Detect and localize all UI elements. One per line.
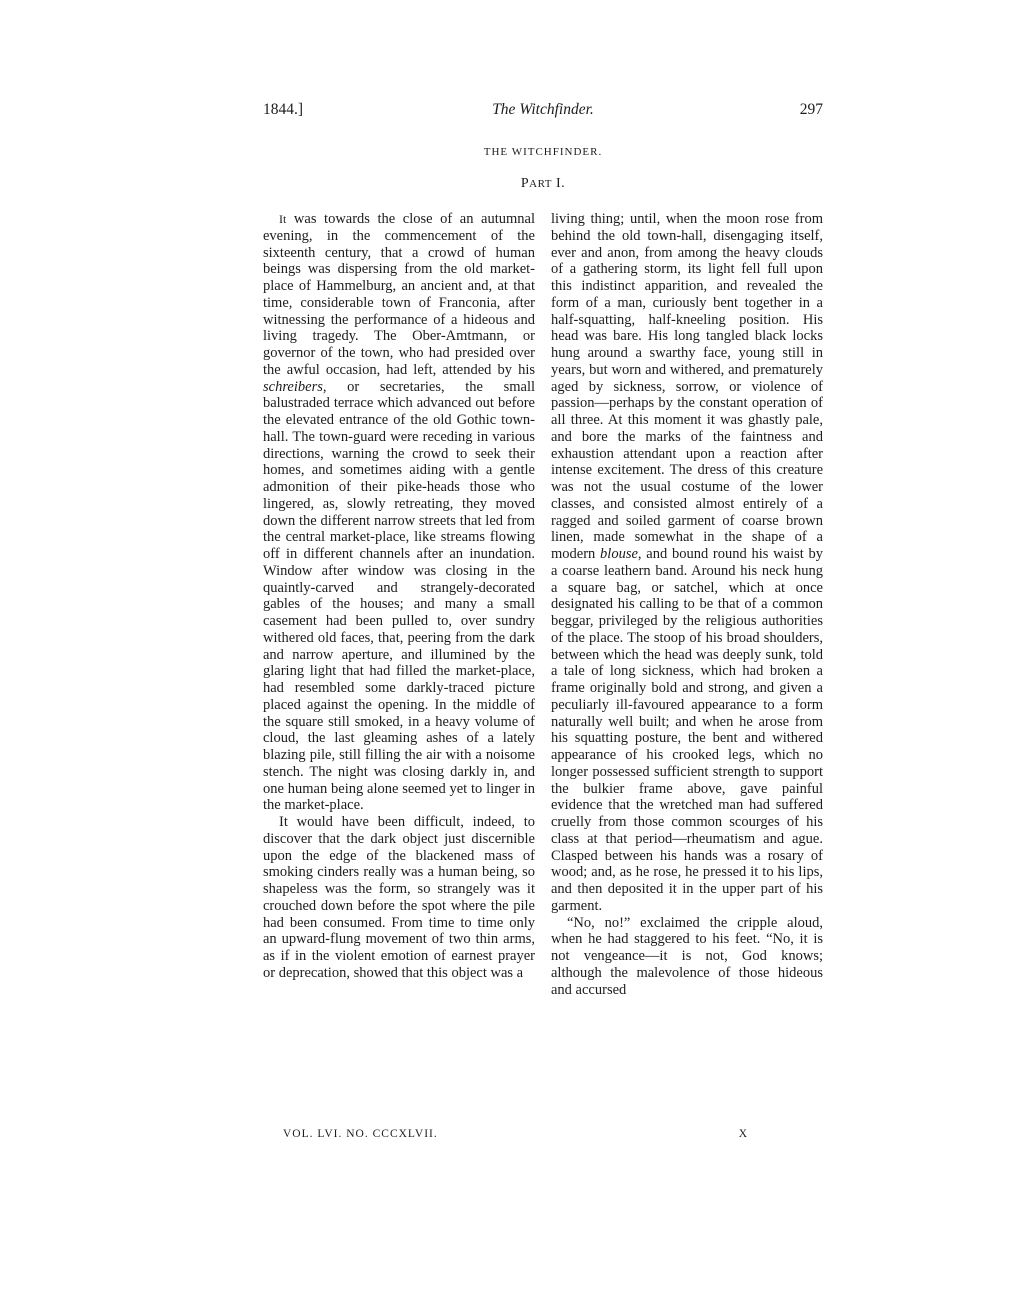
paragraph-continued [551, 211, 823, 915]
paragraph-opening [263, 211, 535, 814]
paragraph-text-cont: , and bound round his waist by a coarse leathern band. Around his neck hung a square bag, or satchel, which at once designated his calling to be that of a common beggar, privileged by the religious authorities of the place. The stoop of his broad shoulders, between which the head was deeply sunk, told a tale of long sickness, which had broken a frame originally bold and strong, and given a peculiarly ill-favoured appearance to a form naturally well built; and when he arose from his squatting posture, the bent and withered appearance of his crooked legs, which no longer possessed sufficient strength to support the bulkier frame above, gave painful evidence that the wretched man had suffered cruelly from those common scourges of his class at that period—rheumatism and ague. Clasped between his hands was a rosary of wood; and, as he rose, he pressed it to his lips, and then deposited it in the upper part of his garment. [551, 546, 824, 914]
opening-word: It [279, 212, 287, 226]
running-head-year: 1844.] [263, 101, 304, 118]
text-column-right [551, 211, 823, 998]
part-heading-rest: ART [529, 178, 552, 190]
part-heading [263, 176, 823, 192]
running-head-title: The Witchfinder. [492, 101, 594, 118]
paragraph: It would have been difficult, indeed, to discover that the dark object just discernible upon the edge of the blackened mass of smoking cinders really was a human being, so shapeless was the form, so strangely was it crouched down before the spot where the pile had been consumed. From time to time only an upward-flung movement of two thin arms, as if in the violent emotion of earnest prayer or deprecation, showed that this object was a [263, 814, 535, 981]
page-number: 297 [799, 101, 823, 118]
running-head [263, 101, 823, 125]
signature-mark: X [738, 1128, 747, 1140]
text-column-left [263, 211, 535, 982]
article-title: THE WITCHFINDER. [483, 146, 603, 158]
paragraph-text-cont: , or secretaries, the small balustraded terrace which advanced out before the elevated entrance of the old Gothic town-hall. The town-guard were receding in various directions, warning the crowd to seek their homes, and sometimes aiding with a gentle admonition of their pike-heads those who lingered, as, slowly retreating, they moved down the different narrow streets that led from the central market-place, like streams flowing off in different channels after an inundation. Window after window was closing in the quaintly-carved and strangely-decorated gables of the houses; and many a small casement had been pulled to, over sundry withered old faces, that, peering from the dark and narrow aperture, and illumined by the glaring light that had filled the market-place, had resembled some darkly-traced picture placed against the opening. In the middle of the square still smoked, in a heavy volume of cloud, the last gleaming ashes of a lately blazing pile, still filling the air with a noisome stench. The night was closing darkly in, and one human being alone seemed yet to linger in the market-place. [263, 378, 535, 814]
italic-term: blouse [600, 546, 638, 562]
paragraph-text: was towards the close of an autumnal evening, in the commencement of the sixteenth century, that a crowd of human beings was dispersing from the old market-place of Hammelburg, an ancient and, at that time, considerable town of Franconia, after witnessing the performance of a hideous and living tragedy. The Ober-Amtmann, or governor of the town, who had presided over the awful occasion, had left, attended by his [263, 211, 536, 378]
part-heading-initial: P [520, 176, 530, 191]
italic-term: schreibers [263, 378, 323, 395]
paragraph: “No, no!” exclaimed the cripple aloud, when he had staggered to his feet. “No, it is not vengeance—it is not, God knows; although the malevolence of those hideous and accursed [551, 914, 823, 998]
volume-number: VOL. LVI. NO. CCCXLVII. [283, 1128, 438, 1140]
page-footer [263, 1128, 823, 1146]
paragraph-text: living thing; until, when the moon rose from behind the old town-hall, disengaging itself, ever and anon, from among the heavy clouds of a gathering storm, its light fell full upon this indistinct apparition, and revealed the form of a man, curiously bent together in a half-squatting, half-kneeling position. His head was bare. His long tangled black locks hung around a swarthy face, young still in years, but worn and withered, and prematurely aged by sickness, sorrow, or violence of passion—perhaps by the constant operation of all three. At this moment it was ghastly pale, and bore the marks of the faintness and exhaustion attendant upon a reaction after intense excitement. The dress of this creature was not the usual costume of the lower classes, and consisted almost entirely of a ragged and soiled garment of coarse brown linen, made somewhat in the shape of a modern [551, 211, 823, 562]
part-heading-number: I. [555, 176, 566, 191]
